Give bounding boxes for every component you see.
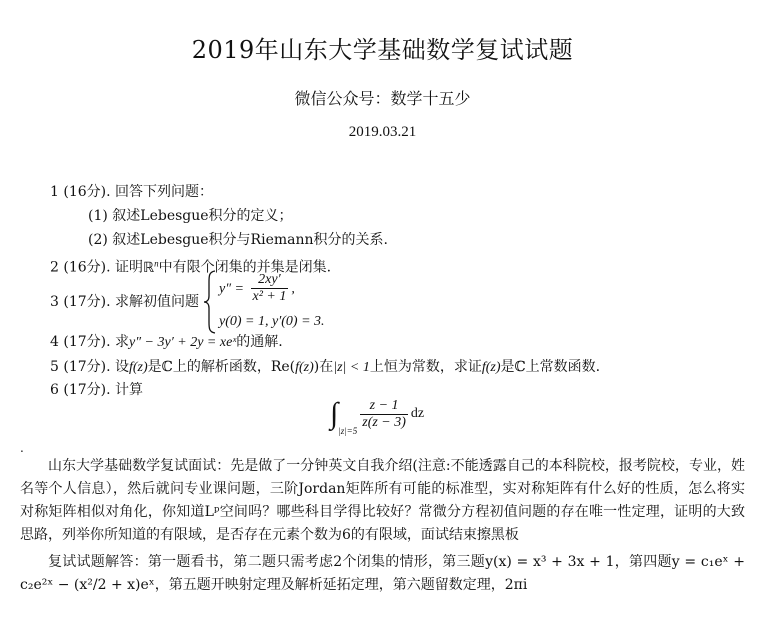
- problem-3-eq-2: y(0) = 1, y′(0) = 3.: [219, 314, 325, 329]
- answers-paragraph: 复试试题解答：第一题看书，第二题只需考虑2个闭集的情形，第三题y(x) = x³ + 3x + 1，第四题y = c₁eˣ + c₂e²ˣ − (x²/2 + x)eˣ，第五题开映射定理及解析延拓定理，第六题留数定理，2πi: [20, 554, 745, 593]
- problem-2-text: 中有限个闭集的并集是闭集.: [158, 259, 332, 276]
- stray-dot: .: [20, 441, 24, 455]
- left-brace-icon: [203, 270, 217, 334]
- integral-sign-icon: ∫: [330, 397, 339, 430]
- page-subtitle: 微信公众号：数学十五少: [294, 89, 471, 108]
- problem-3-label: 3 (17分). 求解初值问题: [50, 294, 199, 310]
- problem-6-label: 6 (17分). 计算: [50, 382, 143, 398]
- problem-1-label: 1 (16分). 回答下列问题：: [50, 184, 213, 200]
- real-space-symbol: ℝ$^n$: [143, 258, 159, 276]
- page-date: 2019.03.21: [348, 124, 417, 140]
- problem-4: 4 (17分). 求y″ − 3y′ + 2y = xeˣ的通解.: [50, 334, 283, 350]
- problem-1-sub-1: (1) 叙述Lebesgue积分的定义；: [88, 208, 293, 224]
- problem-1-sub-2: (2) 叙述Lebesgue积分与Riemann积分的关系.: [88, 232, 388, 248]
- interview-paragraph: 山东大学基础数学复试面试：先是做了一分钟英文自我介绍(注意:不能透露自己的本科院校，报考院校，专业，姓名等个人信息），然后就问专业课问题，三阶Jordan矩阵所有可能的标准型，实对称矩阵有什么好的性质，怎么将实对称矩阵相似对角化，你知道Lᵖ空间吗？哪些科目学得比较好？常微分方程初值问题的存在唯一性定理，证明的大致思路，列举你所知道的有限域，是否存在元素个数为6的有限域，面试结束擦黑板: [20, 458, 745, 543]
- page-title: 2019年山东大学基础数学复试试题: [191, 36, 574, 64]
- problem-3-eq-1: y″ = $\frac{2xy'}{\text{x² + 1}}$ ,: [219, 272, 295, 304]
- problem-6-integral: $\int_{|z|=5}$ $\frac{z - 1}{z(z - 3)}$ dz: [330, 397, 425, 436]
- problem-2-label: 2 (16分). 证明: [50, 259, 143, 276]
- integral-subscript: |z|=5: [338, 426, 358, 436]
- problem-5: 5 (17分). 设f(z)是ℂ上的解析函数，Re(f(z))在|z| < 1上恒为常数，求证f(z)是ℂ上常数函数.: [50, 359, 601, 375]
